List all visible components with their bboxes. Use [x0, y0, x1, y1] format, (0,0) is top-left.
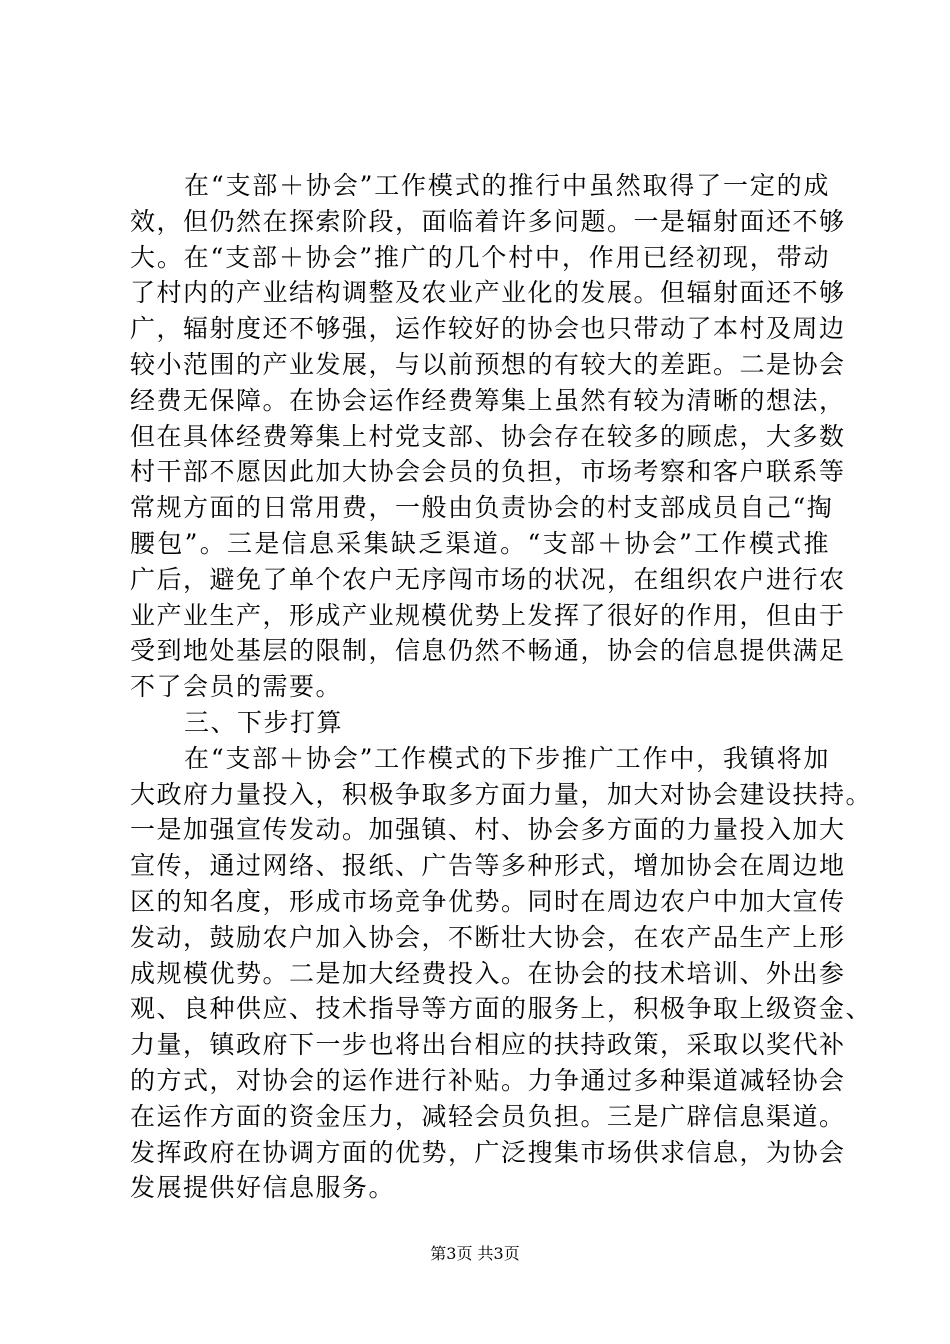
text-line: 发挥政府在协调方面的优势，广泛搜集市场供求信息，为协会	[130, 1137, 846, 1167]
text-line: 广，辐射度还不够强，运作较好的协会也只带动了本村及周边	[130, 314, 846, 344]
text-line: 发展提供好信息服务。	[130, 1173, 396, 1203]
text-line: 广后，避免了单个农户无序闯市场的状况，在组织农户进行农	[130, 564, 846, 594]
text-line: 的方式，对协会的运作进行补贴。力争通过多种渠道减轻协会	[130, 1065, 846, 1095]
text-line: 了村内的产业结构调整及农业产业化的发展。但辐射面还不够	[130, 278, 846, 308]
paragraph-2	[130, 741, 873, 1206]
text-line: 观、良种供应、技术指导等方面的服务上，积极争取上级资金、	[130, 994, 873, 1024]
section-heading	[130, 705, 830, 741]
text-line: 较小范围的产业发展，与以前预想的有较大的差距。二是协会	[130, 349, 846, 379]
text-line: 成规模优势。二是加大经费投入。在协会的技术培训、外出参	[130, 958, 846, 988]
text-line: 大。在“支部＋协会”推广的几个村中，作用已经初现，带动	[130, 242, 830, 272]
text-line: 在“支部＋协会”工作模式的推行中虽然取得了一定的成	[184, 171, 830, 200]
text-line: 但在具体经费筹集上村党支部、协会存在较多的顾虑，大多数	[130, 421, 846, 451]
text-line: 大政府力量投入，积极争取多方面力量，加大对协会建设扶持。	[130, 779, 873, 809]
text-line: 村干部不愿因此加大协会会员的负担，市场考察和客户联系等	[130, 457, 846, 487]
paragraph-1	[130, 168, 846, 705]
text-line: 常规方面的日常用费，一般由负责协会的村支部成员自己“掏	[130, 493, 834, 523]
page-footer: 第3页 共3页	[430, 1244, 520, 1263]
text-line: 宣传，通过网络、报纸、广告等多种形式，增加协会在周边地	[130, 851, 846, 881]
text-line: 在“支部＋协会”工作模式的下步推广工作中，我镇将加	[184, 743, 830, 773]
text-line: 不了会员的需要。	[130, 672, 343, 702]
text-line: 经费无保障。在协会运作经费筹集上虽然有较为清晰的想法，	[130, 385, 846, 415]
text-line: 力量，镇政府下一步也将出台相应的扶持政策，采取以奖代补	[130, 1030, 846, 1060]
document-body	[130, 168, 873, 1206]
text-line: 腰包”。三是信息采集缺乏渠道。“支部＋协会”工作模式推	[130, 528, 830, 558]
text-line: 区的知名度，形成市场竞争优势。同时在周边农户中加大宣传	[130, 886, 846, 916]
text-line: 受到地处基层的限制，信息仍然不畅通，协会的信息提供满足	[130, 636, 846, 666]
text-line: 在运作方面的资金压力，减轻会员负担。三是广辟信息渠道。	[130, 1101, 846, 1131]
text-line: 一是加强宣传发动。加强镇、村、协会多方面的力量投入加大	[130, 815, 846, 845]
text-line: 发动，鼓励农户加入协会，不断壮大协会，在农产品生产上形	[130, 922, 846, 952]
heading-text: 三、下步打算	[184, 707, 344, 737]
text-line: 效，但仍然在探索阶段，面临着许多问题。一是辐射面还不够	[130, 206, 846, 236]
text-line: 业产业生产，形成产业规模优势上发挥了很好的作用，但由于	[130, 600, 846, 630]
